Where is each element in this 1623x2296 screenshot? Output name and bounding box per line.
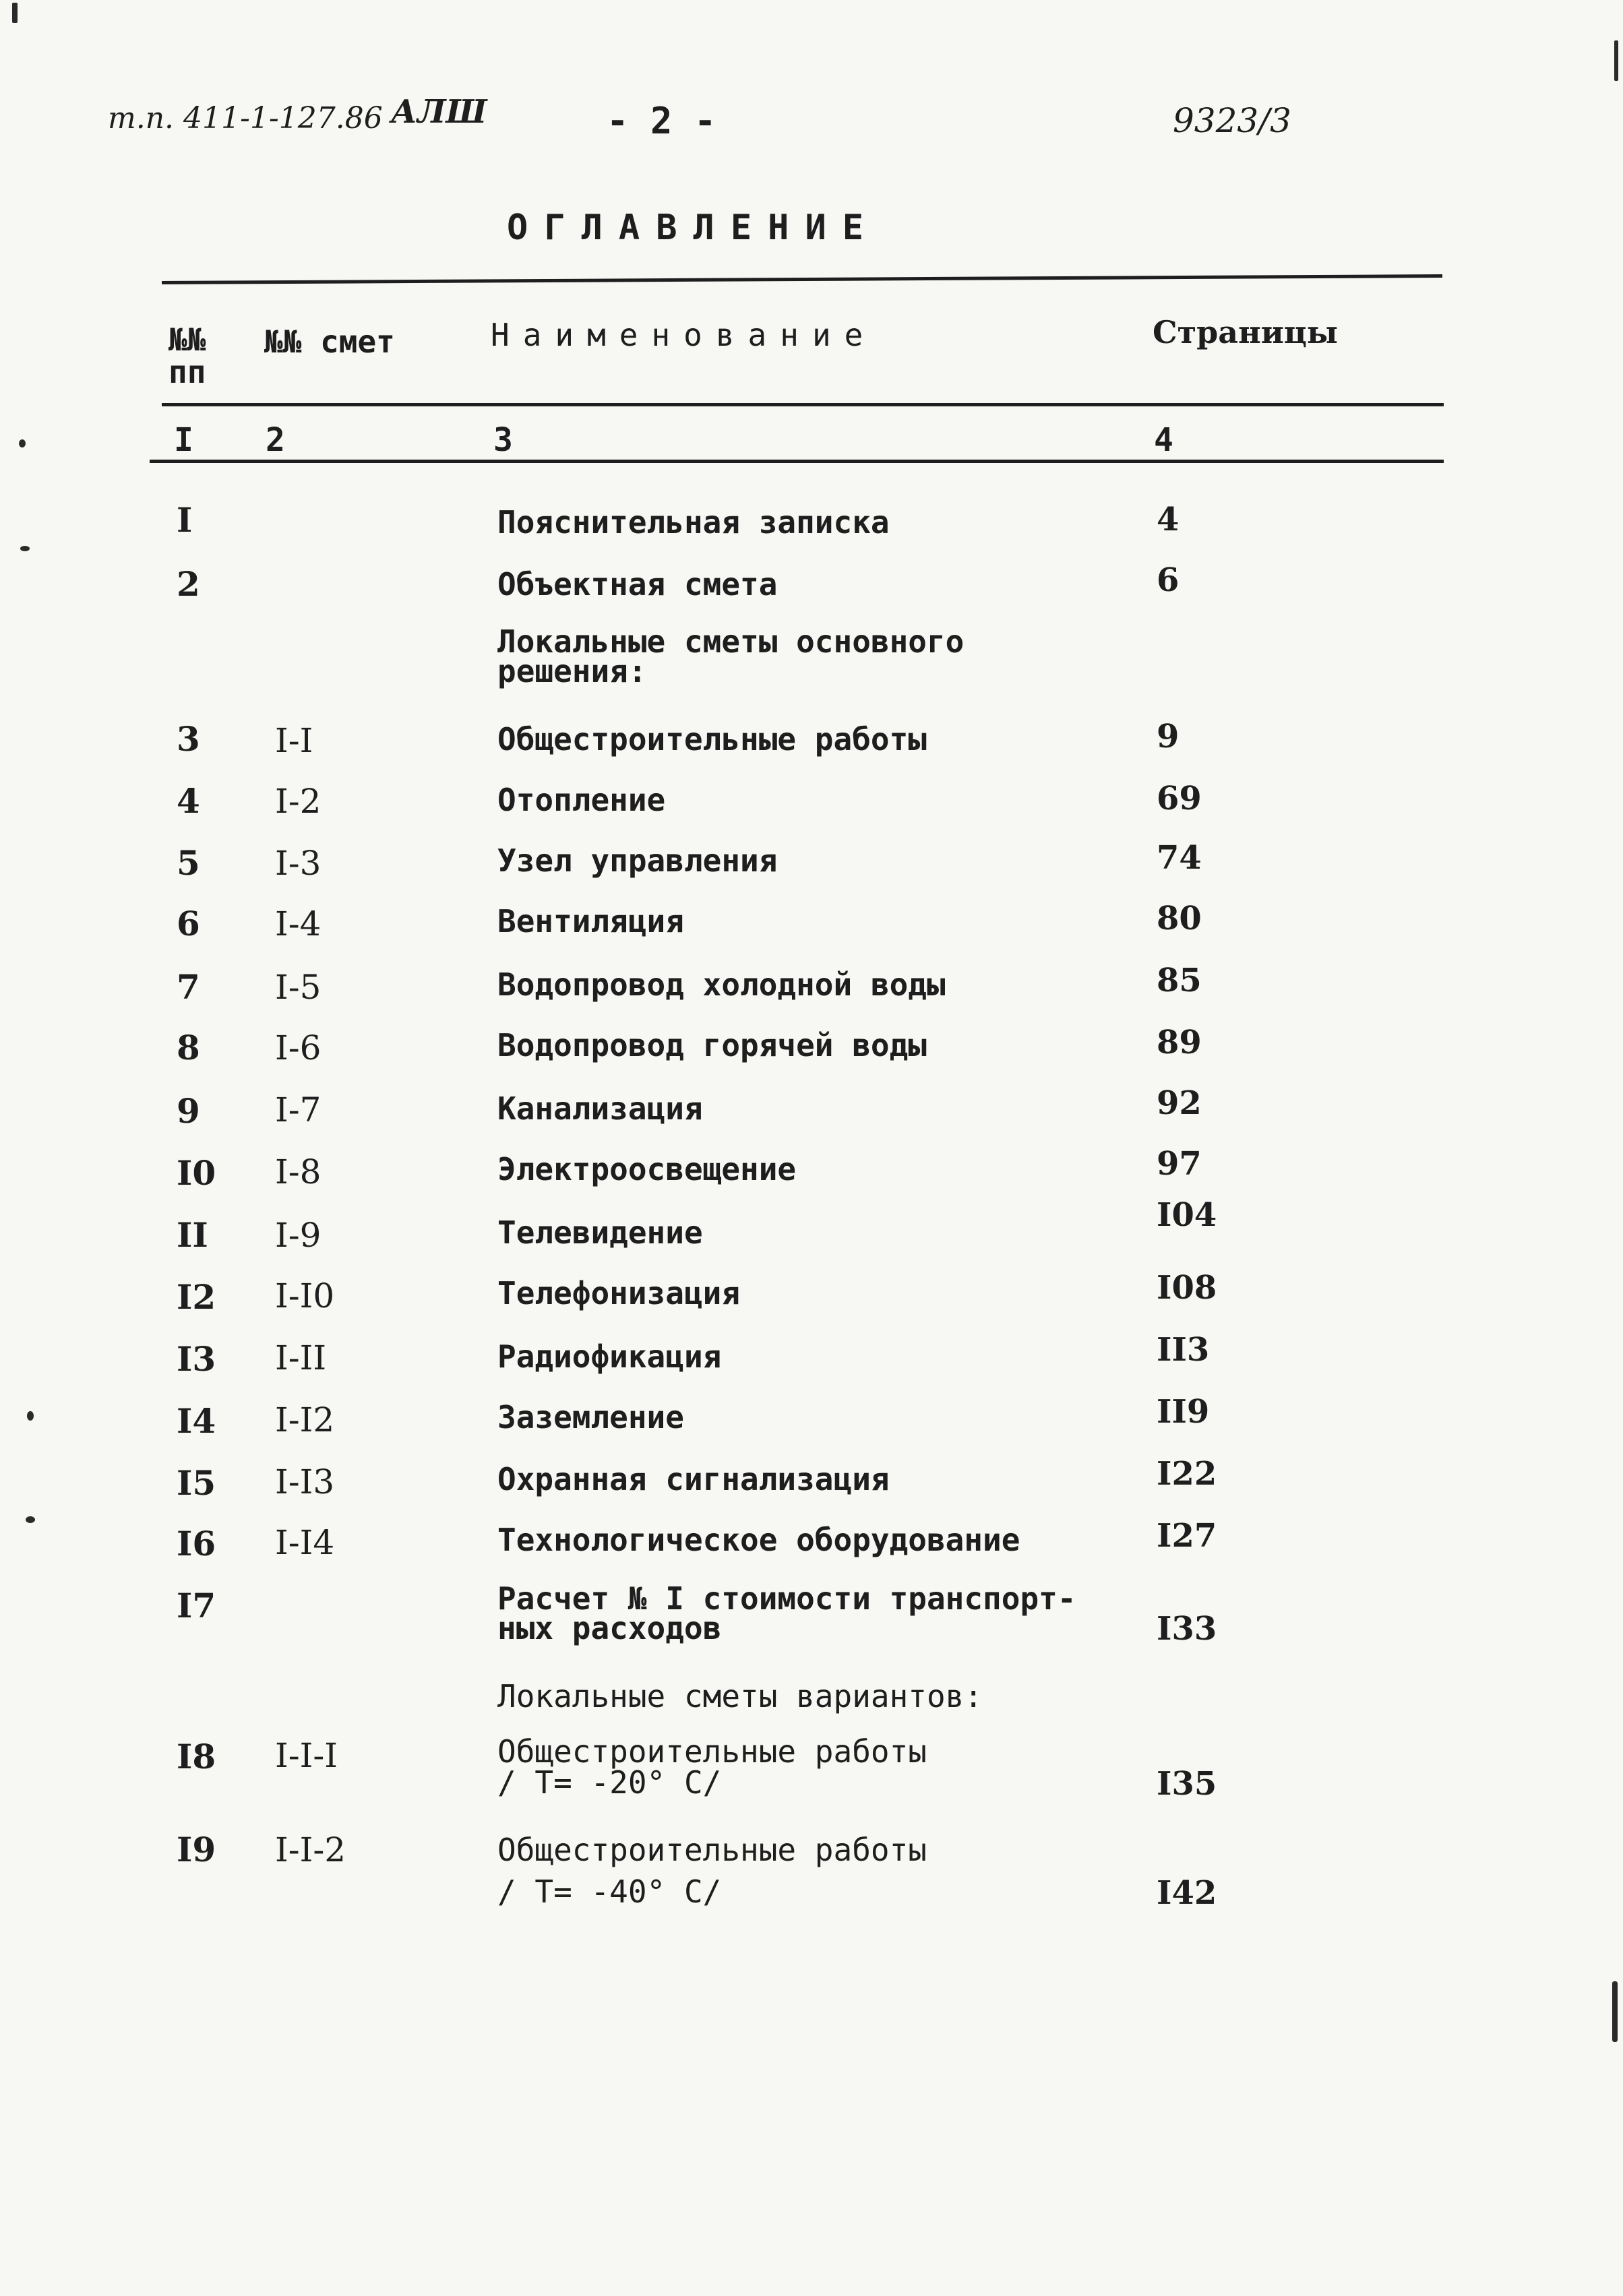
row-number: 2 — [177, 564, 200, 604]
row-page: I04 — [1157, 1196, 1217, 1234]
scan-speck — [27, 1411, 34, 1421]
row-number: 6 — [177, 904, 200, 943]
table-top-rule — [162, 274, 1442, 284]
scan-speck — [12, 3, 18, 23]
row-number: I5 — [177, 1463, 216, 1503]
scan-speck — [19, 439, 26, 447]
row-page: 92 — [1157, 1084, 1202, 1122]
row-page: 80 — [1157, 900, 1202, 937]
row-page: I33 — [1157, 1610, 1217, 1648]
column-number: 2 — [266, 421, 285, 459]
row-name: Водопровод холодной воды — [497, 966, 946, 1003]
row-estimate: I-I — [275, 721, 313, 760]
row-number: I9 — [177, 1830, 216, 1869]
row-estimate: I-9 — [275, 1216, 321, 1255]
row-number: 7 — [177, 967, 200, 1007]
row-name: Узел управления — [497, 842, 778, 879]
row-estimate: I-I-I — [275, 1736, 338, 1775]
row-name: Канализация — [497, 1090, 703, 1127]
scan-speck — [1614, 40, 1618, 81]
page-number: - 2 - — [607, 100, 716, 142]
row-page: 89 — [1157, 1024, 1202, 1061]
row-estimate: I-6 — [275, 1028, 321, 1067]
row-number: 8 — [177, 1028, 200, 1067]
row-name: Технологическое оборудование — [497, 1522, 1020, 1558]
row-estimate: I-II — [275, 1338, 327, 1377]
row-name: Расчет № I стоимости транспорт- ных расходов — [497, 1580, 1076, 1646]
row-number: I — [177, 500, 193, 540]
row-number: 9 — [177, 1091, 200, 1131]
row-name: Заземление — [497, 1399, 684, 1435]
row-number: I0 — [177, 1153, 216, 1193]
header-bottom-rule — [162, 403, 1444, 406]
row-number: I7 — [177, 1586, 216, 1625]
column-number: I — [174, 421, 193, 459]
column-number: 3 — [493, 421, 513, 459]
row-estimate: I-I2 — [275, 1400, 335, 1439]
scan-speck — [20, 546, 30, 551]
album-mark: АЛШ — [391, 93, 487, 131]
row-name: Отопление — [497, 782, 666, 818]
row-number: I4 — [177, 1401, 216, 1441]
column-number: 4 — [1154, 421, 1173, 459]
row-page: 9 — [1157, 718, 1180, 755]
row-estimate: I-I3 — [275, 1462, 335, 1501]
row-name: Водопровод горячей воды — [497, 1027, 927, 1063]
row-estimate: I-2 — [275, 782, 321, 821]
row-page: 69 — [1157, 780, 1202, 817]
row-page: I35 — [1157, 1765, 1217, 1803]
row-page: I27 — [1157, 1517, 1217, 1555]
row-name: Объектная смета — [497, 566, 778, 602]
row-estimate: I-4 — [275, 904, 321, 943]
row-page: 4 — [1157, 501, 1180, 538]
row-page: II3 — [1157, 1331, 1210, 1369]
row-estimate: I-I4 — [275, 1523, 335, 1562]
row-page: I22 — [1157, 1455, 1217, 1493]
row-estimate: I-I0 — [275, 1276, 335, 1315]
row-page: 6 — [1157, 561, 1180, 599]
row-estimate: I-8 — [275, 1152, 321, 1191]
row-estimate: I-I-2 — [275, 1830, 346, 1869]
row-page: II9 — [1157, 1393, 1210, 1431]
section-heading: Локальные сметы основного решения: — [497, 623, 964, 689]
column-numbers-rule — [150, 460, 1444, 463]
column-header-pages: Страницы — [1153, 314, 1338, 350]
column-header-number: №№ пп — [169, 321, 206, 391]
row-page: 97 — [1157, 1145, 1202, 1183]
row-name: Вентиляция — [497, 903, 684, 939]
row-page: I08 — [1157, 1269, 1217, 1307]
row-number: 3 — [177, 719, 200, 759]
row-estimate: I-7 — [275, 1090, 321, 1129]
row-name: Радиофикация — [497, 1338, 722, 1375]
row-page: 85 — [1157, 962, 1202, 999]
row-name: Охранная сигнализация — [497, 1461, 890, 1497]
column-header-estimate: №№ смет — [264, 323, 395, 360]
row-estimate: I-5 — [275, 968, 321, 1007]
row-number: 4 — [177, 781, 200, 821]
row-number: II — [177, 1215, 208, 1255]
row-page: 74 — [1157, 839, 1202, 877]
row-number: 5 — [177, 843, 200, 883]
row-name: Общестроительные работы / Т= -20° С/ — [497, 1733, 927, 1801]
column-header-name: Наименование — [491, 317, 877, 353]
row-number: I6 — [177, 1524, 216, 1563]
row-name: Общестроительные работы — [497, 721, 927, 757]
row-estimate: I-3 — [275, 844, 321, 883]
row-name: Пояснительная записка — [497, 504, 890, 540]
document-code: т.п. 411-1-127.86 — [108, 101, 383, 135]
page-title: ОГЛАВЛЕНИЕ — [507, 208, 880, 248]
sheet-code: 9323/3 — [1173, 101, 1291, 140]
row-name: Телевидение — [497, 1214, 703, 1251]
row-number: I3 — [177, 1339, 216, 1379]
row-number: I8 — [177, 1737, 216, 1776]
row-number: I2 — [177, 1277, 216, 1317]
scan-speck — [26, 1516, 35, 1523]
row-page: I42 — [1157, 1874, 1217, 1912]
section-heading: Локальные сметы вариантов: — [497, 1678, 983, 1714]
scan-speck — [1612, 1981, 1618, 2042]
row-name: Общестроительные работы / Т= -40° С/ — [497, 1832, 927, 1910]
row-name: Телефонизация — [497, 1275, 741, 1311]
row-name: Электроосвещение — [497, 1151, 797, 1187]
